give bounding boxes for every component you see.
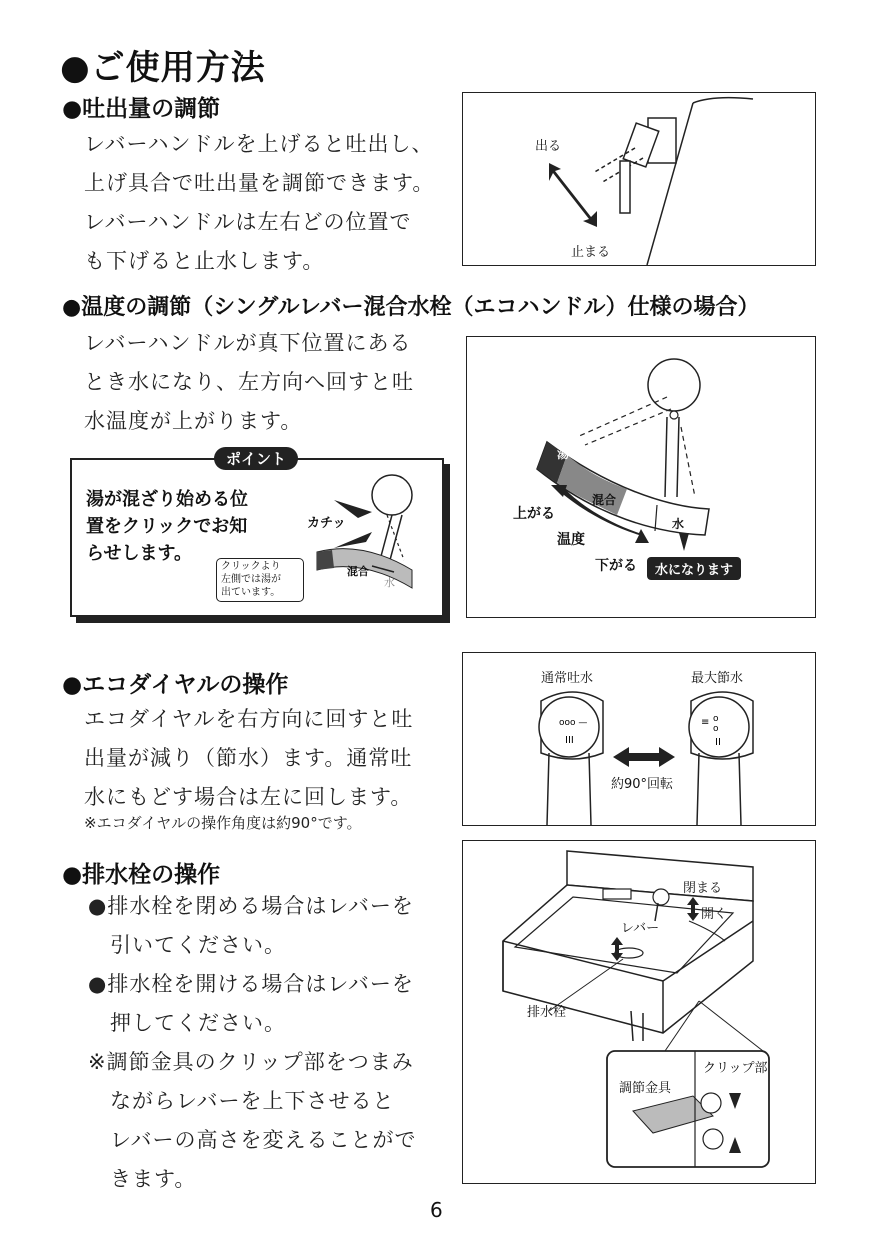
svg-text:≡: ≡	[701, 717, 710, 728]
point-tag: ポイント	[214, 447, 298, 470]
eco-heading: ●エコダイヤルの操作	[62, 672, 289, 698]
eco-dial-illustration	[463, 653, 815, 825]
drain-items: ●排水栓を閉める場合はレバーを 引いてください。 ●排水栓を開ける場合はレバーを 押してください。 ※調節金具のクリップ部をつまみ ながらレバーを上下させると レバーの高さを変えることがで きます。	[88, 894, 417, 1191]
drain-plug-label: 排水栓	[527, 1005, 567, 1020]
eco-note: ※エコダイヤルの操作角度は約90°です。	[84, 814, 362, 832]
svg-text:o: o	[713, 724, 719, 734]
eco-figure	[462, 652, 816, 826]
temp-heading: ●温度の調節（シングルレバー混合水栓（エコハンドル）仕様の場合）	[62, 295, 760, 320]
water-label: 水	[672, 517, 685, 531]
close-label: 閉まる	[683, 881, 723, 896]
page-title: ●ご使用方法	[60, 48, 266, 88]
flow-out-label: 出る	[535, 139, 562, 154]
svg-text:ooo —: ooo —	[559, 718, 588, 728]
hot-label: 湯	[557, 447, 570, 461]
callout-box: クリックより 左側では湯が 出ています。	[216, 558, 304, 602]
sink-drain-illustration	[463, 841, 815, 1183]
faucet-lever-illustration	[463, 93, 815, 265]
point-box	[70, 450, 444, 617]
temp-text: レバーハンドルが真下位置にある とき水になり、左方向へ回すと吐 水温度が上がります。	[84, 331, 414, 433]
eco-text: エコダイヤルを右方向に回すと吐 出量が減り（節水）ます。通常吐 水にもどす場合は左に回します。	[84, 707, 414, 809]
up-label: 上がる	[513, 506, 555, 522]
clip-label: クリップ部	[703, 1061, 768, 1076]
click-label: カチッ	[307, 516, 346, 531]
adjuster-label: 調節金具	[619, 1081, 672, 1096]
max-saving-label: 最大節水	[691, 671, 744, 686]
flow-figure	[462, 92, 816, 266]
temperature-arc-illustration	[467, 337, 815, 617]
svg-text:III: III	[565, 735, 574, 746]
svg-text:o: o	[713, 714, 719, 724]
lever-label: レバー	[621, 921, 660, 936]
svg-text:II: II	[715, 737, 721, 748]
mix-label: 混合	[592, 493, 617, 507]
drain-figure	[462, 840, 816, 1184]
down-label: 下がる	[595, 558, 637, 574]
page-number: 6	[430, 1198, 443, 1222]
flow-text: レバーハンドルを上げると吐出し、 上げ具合で吐出量を調節できます。 レバーハンドルは左右どの位置で も下げると止水します。	[84, 132, 435, 273]
open-label: 開く	[701, 907, 728, 922]
drain-heading: ●排水栓の操作	[62, 862, 221, 888]
temp-label: 温度	[557, 532, 585, 548]
small-water-label: 水	[384, 576, 395, 589]
flow-heading: ●吐出量の調節	[62, 96, 221, 122]
normal-flow-label: 通常吐水	[541, 671, 594, 686]
small-mix-label: 混合	[347, 565, 369, 578]
temp-figure	[466, 336, 816, 618]
flow-stop-label: 止まる	[571, 245, 611, 260]
water-note-badge: 水になります	[647, 557, 741, 580]
rotate-label: 約90°回転	[611, 777, 674, 792]
point-text: 湯が混ざり始める位 置をクリックでお知 らせします。	[86, 489, 248, 564]
